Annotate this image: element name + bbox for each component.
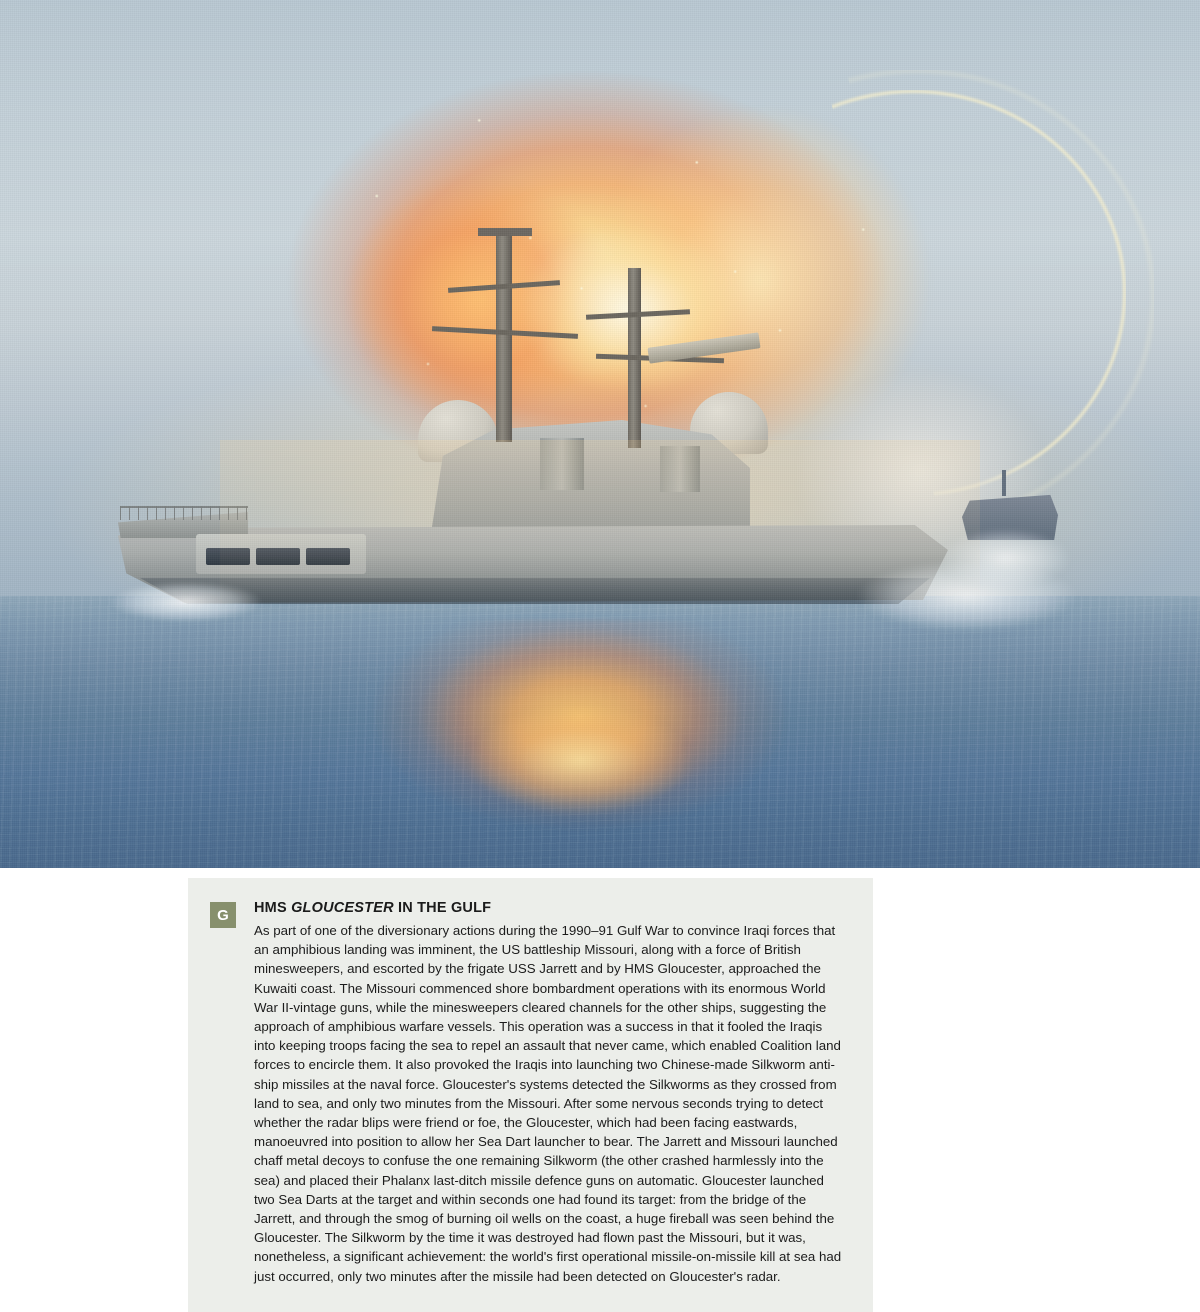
aft-funnel [660,446,700,492]
main-mast [496,232,512,442]
ship-superstructure [430,420,750,540]
caption-title-ship: GLOUCESTER [291,900,394,916]
caption-badge: G [210,902,236,928]
stern-wake [850,556,1110,636]
distant-ship-mast [1002,470,1006,496]
caption-text: As part of one of the diversionary actions during the 1990–91 Gulf War to convince Iraqi forces that an amphibious landing was imminent, the US battleship Missouri, along with a force of British minesweepers, and escorted by the frigate USS Jarrett and by HMS Gloucester, approached the Kuwaiti coast. The Missouri commenced shore bombardment operations with its enormous World War II-vintage guns, while the minesweepers cleared channels for the other ships, suggesting the approach of amphibious warfare vessels. This operation was a success in that it fooled the Iraqis into keeping troops facing the sea to repel an assault that never came, which enabled Coalition land forces to encircle them. It also provoked the Iraqis into launching two Chinese-made Silkworm anti-ship missiles at the naval force. Gloucester's systems detected the Silkworms as they crossed from land to sea, and only two minutes from the Missouri. After some nervous seconds trying to detect whether the radar blips were friend or foe, the Gloucester, which had been facing eastwards, manoeuvred into position to allow her Sea Dart launcher to bear. The Jarrett and Missouri launched chaff metal decoys to confuse the one remaining Silkworm (the other crashed harmlessly into the sea) and placed their Phalanx last-ditch missile defence guns on automatic. Gloucester launched two Sea Darts at the target and within seconds one had found its target: from the bridge of the Jarrett, and through the smog of burning oil wells on the coast, a huge fireball was seen behind the Gloucester. The Silkworm by the time it was destroyed had flown past the Missouri, but it was, nonetheless, a significant achievement: the world's first operational missile-on-missile kill at sea had just occurred, only two minutes after the missile had been detected on Gloucester's radar. [254,923,842,1284]
caption-body [254,900,843,1286]
caption-title [254,900,843,916]
caption-title-prefix: HMS [254,900,292,916]
bridge-window [256,548,300,565]
caption-title-suffix: IN THE GULF [393,900,492,916]
deck-railing [120,506,248,520]
bow-wave [96,580,276,624]
forward-funnel [540,438,584,490]
sun-reflection-core [430,700,730,850]
main-mast-crosstree [478,228,532,236]
bridge-window [206,548,250,565]
caption-panel [188,878,873,1312]
bridge-window [306,548,350,565]
